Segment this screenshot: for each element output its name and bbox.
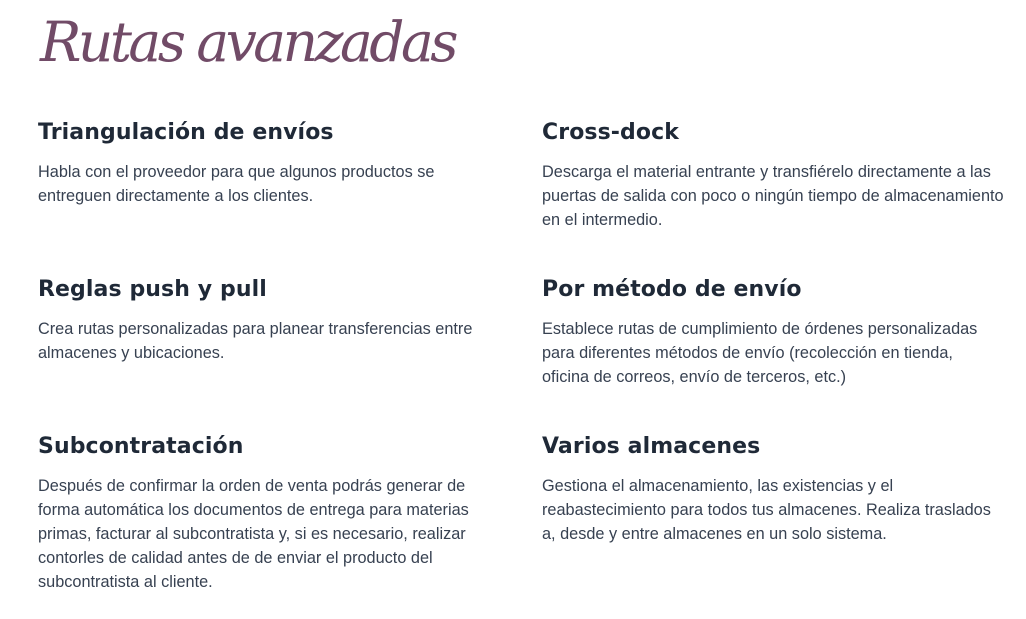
feature-subcontracting [38,433,500,594]
feature-title: Subcontratación [38,434,244,459]
feature-cross-dock [542,119,1004,232]
feature-title: Por método de envío [542,277,802,302]
feature-title: Cross-dock [542,120,679,145]
feature-title: Varios almacenes [542,434,761,459]
feature-dropshipping [38,119,500,208]
feature-description: Gestiona el almacenamiento, las existencias y el reabastecimiento para todos tus almacenes. Realiza traslados a, desde y entre almacenes en un solo sistema. [542,477,991,543]
feature-title: Triangulación de envíos [38,120,334,145]
feature-description: Después de confirmar la orden de venta podrás generar de forma automática los documentos de entrega para materias primas, facturar al subcontratista y, si es necesario, realizar contorles de calidad antes de de enviar el producto del subcontratista al cliente. [38,477,469,591]
feature-description: Establece rutas de cumplimiento de órdenes personalizadas para diferentes métodos de envío (recolección en tienda, oficina de correos, envío de terceros, etc.) [542,320,978,386]
feature-description: Habla con el proveedor para que algunos productos se entreguen directamente a los clientes. [38,163,435,205]
feature-title: Reglas push y pull [38,277,267,302]
feature-multi-warehouse [542,433,1004,546]
feature-description: Descarga el material entrante y transfiérelo directamente a las puertas de salida con poco o ningún tiempo de almacenamiento en el intermedio. [542,163,1004,229]
feature-push-pull-rules [38,276,500,365]
feature-description: Crea rutas personalizadas para planear transferencias entre almacenes y ubicaciones. [38,320,473,362]
page-title: Rutas avanzadas [40,10,455,74]
feature-by-shipping-method [542,276,1004,389]
